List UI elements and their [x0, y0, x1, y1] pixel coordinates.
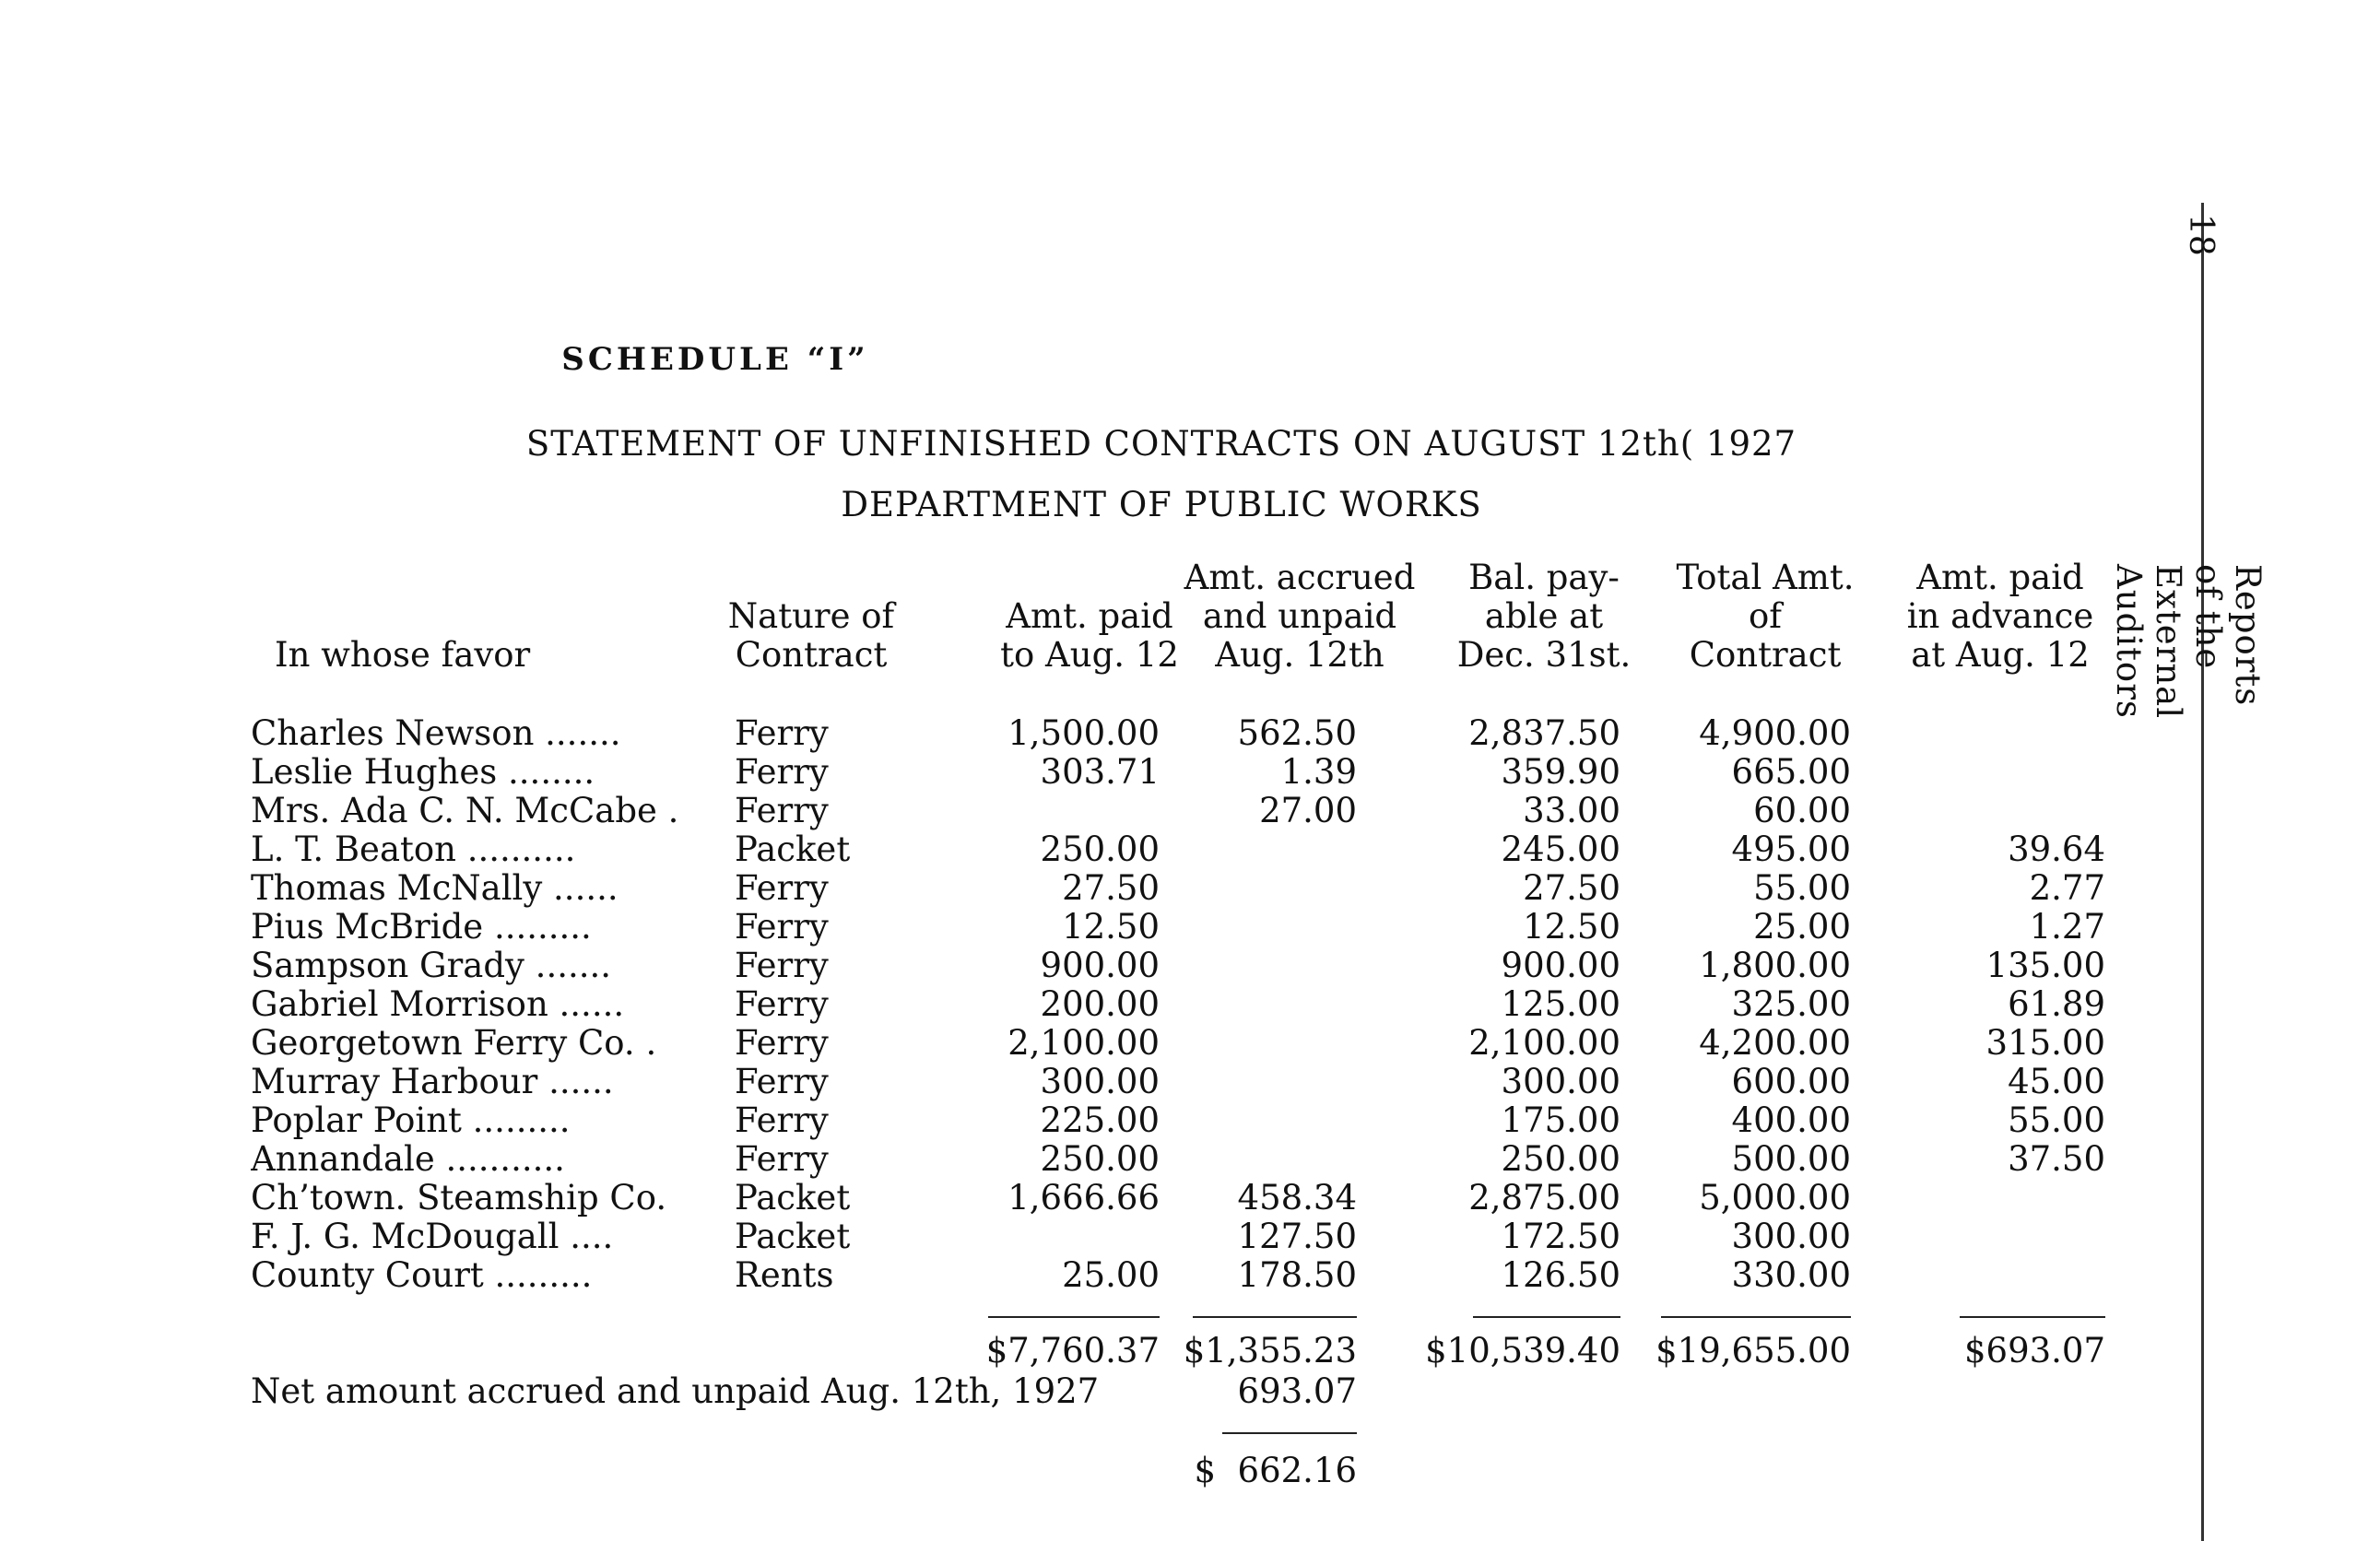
- table-row: [0, 1023, 2380, 1062]
- table-row: [0, 868, 2380, 907]
- paid-cell: 1,666.66: [1007, 1178, 1160, 1218]
- total-cell: 500.00: [1731, 1139, 1851, 1179]
- nature-cell: Ferry: [735, 868, 829, 908]
- advance-cell: 315.00: [1985, 1023, 2105, 1063]
- paid-cell: 900.00: [1040, 946, 1160, 985]
- table-row: [0, 984, 2380, 1023]
- accrued-cell: 562.50: [1237, 713, 1357, 753]
- balance-cell: 2,875.00: [1468, 1178, 1620, 1218]
- paid-cell: 250.00: [1040, 829, 1160, 869]
- total-cell: 400.00: [1731, 1100, 1851, 1140]
- balance-cell: 12.50: [1523, 907, 1620, 947]
- nature-cell: Ferry: [735, 713, 829, 753]
- favor-cell: Thomas McNally ......: [251, 868, 619, 908]
- total-cell: 325.00: [1731, 984, 1851, 1024]
- total-balance: $10,539.40: [1425, 1331, 1620, 1370]
- favor-cell: Leslie Hughes ........: [251, 752, 595, 792]
- balance-cell: 27.50: [1523, 868, 1620, 908]
- header-balance: Bal. pay- able at Dec. 31st.: [1456, 558, 1632, 675]
- total-cell: 5,000.00: [1699, 1178, 1851, 1218]
- total-cell: 4,900.00: [1699, 713, 1851, 753]
- paid-cell: 2,100.00: [1007, 1023, 1160, 1063]
- header-total: Total Amt. of Contract: [1676, 558, 1855, 675]
- nature-cell: Ferry: [735, 984, 829, 1024]
- header-nature: Nature of Contract: [727, 596, 895, 675]
- table-row: [0, 1100, 2380, 1139]
- balance-cell: 175.00: [1501, 1100, 1620, 1140]
- favor-cell: Charles Newson .......: [251, 713, 621, 753]
- favor-cell: L. T. Beaton ..........: [251, 829, 576, 869]
- nature-cell: Packet: [735, 1217, 851, 1256]
- header-paid: Amt. paid to Aug. 12: [1000, 596, 1179, 675]
- advance-cell: 2.77: [2029, 868, 2105, 908]
- total-cell: 330.00: [1731, 1255, 1851, 1295]
- favor-cell: Pius McBride .........: [251, 907, 592, 947]
- header-favor: In whose favor: [275, 635, 531, 675]
- nature-cell: Packet: [735, 829, 851, 869]
- advance-cell: 37.50: [2008, 1139, 2105, 1179]
- table-row: [0, 1178, 2380, 1217]
- favor-cell: Annandale ...........: [251, 1139, 565, 1179]
- advance-cell: 55.00: [2008, 1100, 2105, 1140]
- paid-cell: 225.00: [1040, 1100, 1160, 1140]
- favor-cell: Murray Harbour ......: [251, 1062, 614, 1101]
- header-advance: Amt. paid in advance at Aug. 12: [1906, 558, 2094, 675]
- balance-cell: 245.00: [1501, 829, 1620, 869]
- advance-cell: 45.00: [2008, 1062, 2105, 1101]
- balance-cell: 359.90: [1501, 752, 1620, 792]
- paid-cell: 300.00: [1040, 1062, 1160, 1101]
- favor-cell: Poplar Point .........: [251, 1100, 571, 1140]
- net-rule: [1222, 1432, 1357, 1434]
- table-row: [0, 946, 2380, 984]
- total-rule: [1193, 1316, 1357, 1318]
- table-row: [0, 829, 2380, 868]
- total-cell: 60.00: [1753, 791, 1851, 830]
- favor-cell: Ch’town. Steamship Co.: [251, 1178, 667, 1218]
- advance-cell: 39.64: [2008, 829, 2105, 869]
- total-paid: $7,760.37: [985, 1331, 1160, 1370]
- accrued-cell: 127.50: [1237, 1217, 1357, 1256]
- nature-cell: Ferry: [735, 1100, 829, 1140]
- advance-cell: 61.89: [2008, 984, 2105, 1024]
- table-row: [0, 1062, 2380, 1100]
- total-rule: [1960, 1316, 2105, 1318]
- accrued-cell: 27.00: [1259, 791, 1357, 830]
- nature-cell: Ferry: [735, 946, 829, 985]
- nature-cell: Ferry: [735, 1023, 829, 1063]
- balance-cell: 126.50: [1501, 1255, 1620, 1295]
- favor-cell: County Court .........: [251, 1255, 593, 1295]
- side-title: Reports of the External Auditors: [2109, 564, 2268, 720]
- balance-cell: 172.50: [1501, 1217, 1620, 1256]
- paid-cell: 25.00: [1062, 1255, 1160, 1295]
- total-cell: 1,800.00: [1699, 946, 1851, 985]
- page-number: 18: [2182, 214, 2220, 256]
- total-cell: 300.00: [1731, 1217, 1851, 1256]
- total-contract: $19,655.00: [1655, 1331, 1851, 1370]
- accrued-cell: 458.34: [1237, 1178, 1357, 1218]
- nature-cell: Ferry: [735, 1062, 829, 1101]
- balance-cell: 2,837.50: [1468, 713, 1620, 753]
- total-cell: 25.00: [1753, 907, 1851, 947]
- table-row: [0, 791, 2380, 829]
- balance-cell: 125.00: [1501, 984, 1620, 1024]
- balance-cell: 33.00: [1523, 791, 1620, 830]
- paid-cell: 27.50: [1062, 868, 1160, 908]
- table-row: [0, 907, 2380, 946]
- favor-cell: Gabriel Morrison ......: [251, 984, 625, 1024]
- final-row: [0, 1451, 2380, 1489]
- department-subtitle: DEPARTMENT OF PUBLIC WORKS: [841, 485, 1482, 524]
- total-cell: 665.00: [1731, 752, 1851, 792]
- net-value: 693.07: [1237, 1371, 1357, 1411]
- total-rule: [1661, 1316, 1851, 1318]
- net-label: Net amount accrued and unpaid Aug. 12th, 1927: [251, 1371, 1100, 1411]
- nature-cell: Ferry: [735, 752, 829, 792]
- total-advance: $693.07: [1963, 1331, 2105, 1370]
- final-value: $ 662.16: [1194, 1451, 1357, 1490]
- balance-cell: 900.00: [1501, 946, 1620, 985]
- nature-cell: Ferry: [735, 1139, 829, 1179]
- nature-cell: Rents: [735, 1255, 834, 1295]
- total-cell: 600.00: [1731, 1062, 1851, 1101]
- net-row: [0, 1371, 2380, 1410]
- total-rule: [988, 1316, 1160, 1318]
- header-accrued: Amt. accrued and unpaid Aug. 12th: [1184, 558, 1416, 675]
- total-cell: 495.00: [1731, 829, 1851, 869]
- accrued-cell: 1.39: [1280, 752, 1357, 792]
- statement-subtitle: STATEMENT OF UNFINISHED CONTRACTS ON AUGUST 12th( 1927: [525, 424, 1797, 464]
- paid-cell: 250.00: [1040, 1139, 1160, 1179]
- favor-cell: Mrs. Ada C. N. McCabe .: [251, 791, 679, 830]
- advance-cell: 135.00: [1985, 946, 2105, 985]
- balance-cell: 2,100.00: [1468, 1023, 1620, 1063]
- total-accrued: $1,355.23: [1183, 1331, 1357, 1370]
- paid-cell: 200.00: [1040, 984, 1160, 1024]
- balance-cell: 300.00: [1501, 1062, 1620, 1101]
- paid-cell: 1,500.00: [1007, 713, 1160, 753]
- favor-cell: Georgetown Ferry Co. .: [251, 1023, 657, 1063]
- paid-cell: 303.71: [1040, 752, 1160, 792]
- totals-row: [0, 1331, 2380, 1370]
- accrued-cell: 178.50: [1237, 1255, 1357, 1295]
- advance-cell: 1.27: [2029, 907, 2105, 947]
- total-rule: [1473, 1316, 1620, 1318]
- nature-cell: Packet: [735, 1178, 851, 1218]
- favor-cell: F. J. G. McDougall ....: [251, 1217, 614, 1256]
- table-row: [0, 713, 2380, 752]
- balance-cell: 250.00: [1501, 1139, 1620, 1179]
- schedule-title: SCHEDULE “I”: [561, 341, 869, 378]
- table-row: [0, 1255, 2380, 1294]
- total-cell: 4,200.00: [1699, 1023, 1851, 1063]
- nature-cell: Ferry: [735, 907, 829, 947]
- favor-cell: Sampson Grady .......: [251, 946, 612, 985]
- paid-cell: 12.50: [1062, 907, 1160, 947]
- table-row: [0, 1139, 2380, 1178]
- nature-cell: Ferry: [735, 791, 829, 830]
- table-row: [0, 1217, 2380, 1255]
- total-cell: 55.00: [1753, 868, 1851, 908]
- table-row: [0, 752, 2380, 791]
